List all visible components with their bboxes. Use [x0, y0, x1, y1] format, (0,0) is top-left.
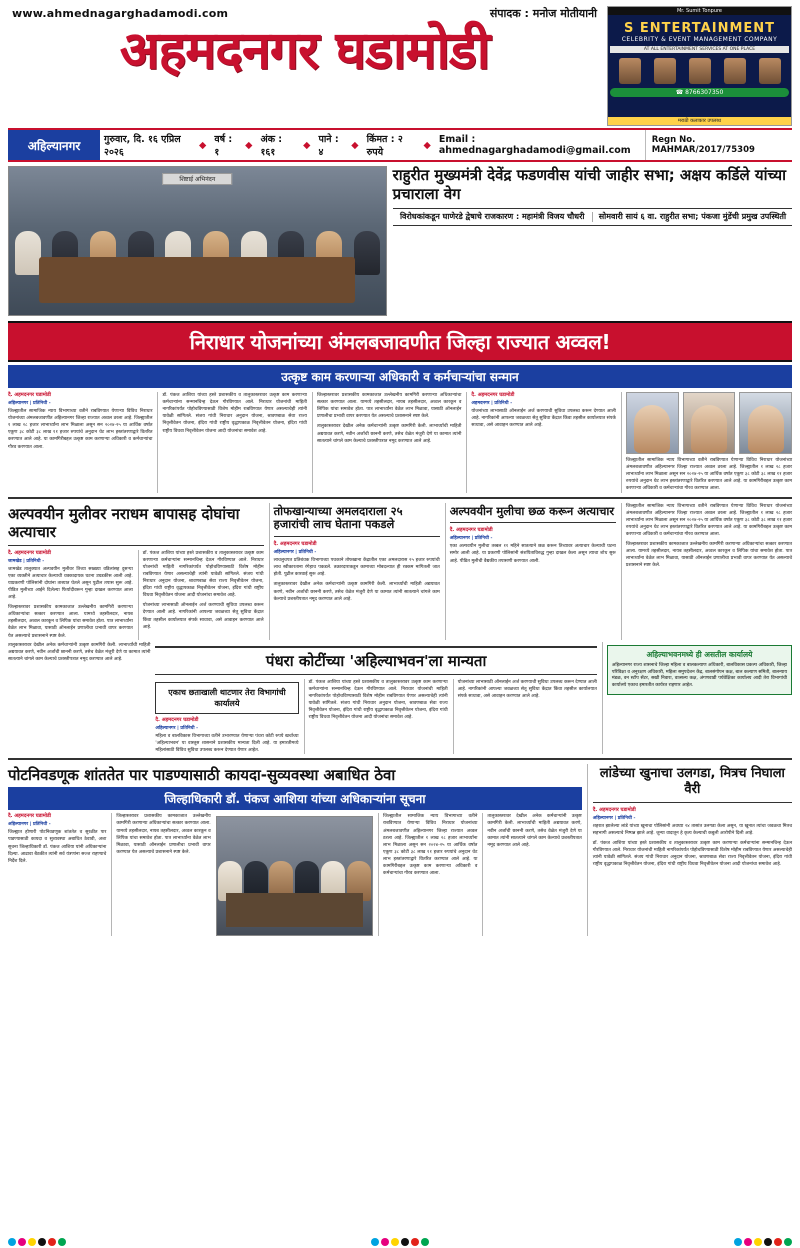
edition-issue: अंक : १६१	[260, 134, 283, 158]
registration-marks-right	[734, 1238, 792, 1246]
edition-email[interactable]: Email : ahmednagarghadamodi@gmail.com	[438, 134, 631, 156]
story-block-2	[269, 503, 440, 640]
person-figure	[15, 231, 41, 275]
story-text: जिल्हास्तरावर प्रशासकीय कामकाजात उल्लेखनीय कामगिरी करणाऱ्या अधिकाऱ्यांचा सत्कार करण्यात आला. यामध्ये तहसीलदार, नायब तहसीलदार, अव्वल कारकून व लिपिक यांचा समावेश होता. पात्र लाभार्थ्यांना वेळेत लाभ मिळावा, यासाठी ऑनलाईन प्रणालीचा प्रभावी वापर करण्यात येत असल्याचे प्रशासनाने स्पष्ट केले.	[116, 814, 211, 855]
ad-phone[interactable]: ☎ 8766307350	[610, 88, 789, 97]
byline-paper: दै. अहमदनगर घडामोडी	[155, 717, 199, 724]
color-dot-magenta	[381, 1238, 389, 1246]
edition-pages: पाने : ४	[318, 134, 339, 158]
bottom-band	[8, 764, 792, 936]
byline-paper: दै. अहमदनगर घडामोडी	[449, 527, 493, 534]
color-dot-yellow	[754, 1238, 762, 1246]
lead-photo-caption: शिष्टाई अभिनंदन	[162, 173, 232, 185]
ad-bottom-text: मराठी कलाकार उपलब्ध	[608, 117, 791, 125]
color-dot-red	[48, 1238, 56, 1246]
color-dot-green	[58, 1238, 66, 1246]
color-dot-black	[764, 1238, 772, 1246]
story-text: डॉ. पंकज आशिया यांच्या हस्ते प्रशासकीय व तालुकास्तरावर उत्कृष्ट काम करणाऱ्या कर्मचाऱ्यांना सन्मानचिन्ह देऊन गौरविण्यात आले. निराधार योजनांची माहिती नागरिकांपर्यंत पोहोचविण्यासाठी विशेष मोहीम राबविण्यात येणार असल्याचेही त्यांनी यावेळी सांगितले. संजय गांधी निराधार अनुदान योजना, श्रावणबाळ सेवा राज्य निवृत्तीवेतन योजना, इंदिरा गांधी राष्ट्रीय वृद्धापकाळ निवृत्तीवेतन योजना, इंदिरा गांधी राष्ट्रीय विधवा निवृत्तीवेतन योजना आदी योजनांचा समावेश आहे.	[308, 679, 448, 721]
story-text: जिल्हास्तरावर प्रशासकीय कामकाजात उल्लेखनीय कामगिरी करणाऱ्या अधिकाऱ्यांचा सत्कार करण्यात आला. यामध्ये तहसीलदार, नायब तहसीलदार, अव्वल कारकून व लिपिक यांचा समावेश होता. पात्र लाभार्थ्यांना वेळेत लाभ मिळावा, यासाठी ऑनलाईन प्रणालीचा प्रभावी वापर करण्यात येत असल्याचे प्रशासनाने स्पष्ट केले.	[316, 393, 462, 420]
lead-story-block	[393, 166, 792, 316]
ad-face	[724, 58, 746, 84]
column-4	[466, 392, 615, 493]
person-figure	[354, 231, 380, 275]
divider	[155, 674, 596, 675]
main-columns	[8, 392, 792, 493]
ad-logo-subtext: CELEBRITY & EVENT MANAGEMENT COMPANY	[621, 36, 778, 43]
ad-face	[759, 58, 781, 84]
color-dot-magenta	[744, 1238, 752, 1246]
main-banner-subhead: उत्कृष्ट काम करणाऱ्या अधिकारी व कर्मचाऱ्यांचा सन्मान	[8, 365, 792, 388]
pull-quote-box: एकाच छताखाली थाटणार तेरा विभागांची कार्यालये	[155, 682, 298, 714]
story-text: डॉ. पंकज आशिया यांच्या हस्ते प्रशासकीय व तालुकास्तरावर उत्कृष्ट काम करणाऱ्या कर्मचाऱ्यांना सन्मानचिन्ह देऊन गौरविण्यात आले. निराधार योजनांची माहिती नागरिकांपर्यंत पोहोचविण्यासाठी विशेष मोहीम राबविण्यात येणार असल्याचेही त्यांनी यावेळी सांगितले. संजय गांधी निराधार अनुदान योजना, श्रावणबाळ सेवा राज्य निवृत्तीवेतन योजना, इंदिरा गांधी राष्ट्रीय वृद्धापकाळ निवृत्तीवेतन योजना, इंदिरा गांधी राष्ट्रीय विधवा निवृत्तीवेतन योजना आदी योजनांचा समावेश आहे.	[142, 550, 264, 599]
divider	[155, 646, 596, 648]
story-text: योजनांच्या लाभासाठी ऑनलाईन अर्ज करण्याची सुविधा उपलब्ध करून देण्यात आली आहे. नागरिकांनी आपल्या जवळच्या सेतू सुविधा केंद्रात किंवा तहसील कार्यालयात संपर्क साधावा, असे आवाहन करण्यात आले आहे.	[471, 409, 616, 429]
column-2	[157, 392, 306, 493]
byline-location: अहिल्यानगर | प्रतिनिधी -	[449, 536, 493, 542]
byline-location: अहमदनगर | प्रतिनिधी -	[471, 401, 513, 406]
ad-faces	[608, 56, 791, 86]
byline-location: जामखेड | प्रतिनिधी -	[8, 558, 45, 564]
story-text: डॉ. पंकज आशिया यांच्या हस्ते प्रशासकीय व तालुकास्तरावर उत्कृष्ट काम करणाऱ्या कर्मचाऱ्यांना सन्मानचिन्ह देऊन गौरविण्यात आले. निराधार योजनांची माहिती नागरिकांपर्यंत पोहोचविण्यासाठी विशेष मोहीम राबविण्यात येणार असल्याचेही त्यांनी यावेळी सांगितले. संजय गांधी निराधार अनुदान योजना, श्रावणबाळ सेवा राज्य निवृत्तीवेतन योजना, इंदिरा गांधी राष्ट्रीय वृद्धापकाळ निवृत्तीवेतन योजना, इंदिरा गांधी राष्ट्रीय विधवा निवृत्तीवेतन योजना आदी योजनांचा समावेश आहे.	[592, 840, 792, 868]
masthead	[8, 6, 792, 126]
story-text: लाचलुचपत प्रतिबंधक विभागाच्या पथकाने तोफखाना केंद्रातील एका अमलदारास २५ हजार रुपयांची लाच स्वीकारताना रंगेहाथ पकडले. तक्रारदाराकडून कामाच्या मोबदल्यात ही रक्कम मागितली जात होती. पुढील कारवाई सुरू आहे.	[273, 558, 440, 578]
bottom-blue-strip: जिल्हाधिकारी डॉ. पंकज आशिया यांच्या अधिकाऱ्यांना सूचना	[8, 787, 582, 810]
divider	[8, 758, 792, 760]
byline-location: अहिल्यानगर | प्रतिनिधी -	[8, 401, 51, 406]
story-text: तालुकास्तरावर देखील अनेक कर्मचाऱ्यांनी उत्कृष्ट कामगिरी केली. लाभार्थ्यांची माहिती अद्ययावत करणे, नवीन अर्जांची छाननी करणे, तसेच वेळेत मंजुरी देणे या कामात त्यांनी सातत्याने चांगले काम केल्याचे प्रशस्तीपत्रात नमूद करण्यात आले आहे.	[273, 582, 440, 602]
story-text: एका अल्पवयीन मुलीचा तब्बल ११ महिने सातत्याने छळ करून तिच्यावर अत्याचार केल्याची घटना समोर आली आहे. या प्रकरणी पोलिसांनी संशयिताविरुद्ध गुन्हा दाखल केला असून त्याचा शोध सुरू आहे. पीडित मुलीची वैद्यकीय तपासणी करण्यात आली.	[449, 544, 616, 564]
ad-face	[689, 58, 711, 84]
separator-dot: ◆	[245, 139, 253, 151]
story-text: तालुकास्तरावर देखील अनेक कर्मचाऱ्यांनी उत्कृष्ट कामगिरी केली. लाभार्थ्यांची माहिती अद्ययावत करणे, नवीन अर्जांची छाननी करणे, तसेच वेळेत मंजुरी देणे या कामात त्यांनी सातत्याने चांगले काम केल्याचे प्रशस्तीपत्रात नमूद करण्यात आले आहे.	[316, 424, 462, 444]
story-text: जिल्हास्तरावर प्रशासकीय कामकाजात उल्लेखनीय कामगिरी करणाऱ्या अधिकाऱ्यांचा सत्कार करण्यात आला. यामध्ये तहसीलदार, नायब तहसीलदार, अव्वल कारकून व लिपिक यांचा समावेश होता. पात्र लाभार्थ्यांना वेळेत लाभ मिळावा, यासाठी ऑनलाईन प्रणालीचा प्रभावी वापर करण्यात येत असल्याचे प्रशासनाने स्पष्ट केले.	[625, 542, 793, 569]
filler-left	[8, 642, 150, 755]
story-headline: पंधरा कोटींच्या 'अहिल्याभवन'ला मान्यता	[265, 651, 487, 670]
color-dot-black	[38, 1238, 46, 1246]
story-text: जिल्ह्यातील सामाजिक न्याय विभागाच्या वतीने राबविण्यात येणाऱ्या विविध निराधार योजनांच्या अंमलबजावणीत अहिल्यानगर जिल्हा राज्यात अव्वल ठरला आहे. जिल्ह्यातील १ लाख २८ हजार लाभार्थ्यांना लाभ मिळाला असून सन २०२४-२५ या आर्थिक वर्षात एकूण ३८ कोटी ३८ लाख ११ हजार रुपयांचे अनुदान थेट लाभ हस्तांतरणाद्वारे वितरित करण्यात आले आहे. या कामगिरीबद्दल उत्कृष्ट काम करणाऱ्या अधिकारी व कर्मचाऱ्यांचा गौरव करण्यात आला.	[383, 814, 478, 877]
ad-logo	[608, 15, 791, 43]
color-dot-yellow	[391, 1238, 399, 1246]
color-dot-yellow	[28, 1238, 36, 1246]
registration-marks-left	[8, 1238, 66, 1246]
editor-name: संपादक : मनोज मोतीयानी	[489, 7, 597, 20]
bottom-photo	[216, 816, 373, 936]
ad-strip: AT ALL ENTERTAINMENT SERVICES AT ONE PLACE	[610, 46, 789, 53]
story-text: महिला व बालविकास विभागाच्या वतीने उभारण्यात येणाऱ्या पंधरा कोटी रुपये खर्चाच्या 'अहिल्याभवन' या वास्तूस शासनाने प्रशासकीय मान्यता दिली आहे. या इमारतीमध्ये महिलांसाठी विविध सुविधा उपलब्ध करून देण्यात येणार आहेत.	[155, 734, 299, 754]
color-dot-black	[401, 1238, 409, 1246]
color-dot-red	[411, 1238, 419, 1246]
registration-marks-center	[371, 1238, 429, 1246]
story-text: जिल्ह्यातील सामाजिक न्याय विभागाच्या वतीने राबविण्यात येणाऱ्या विविध निराधार योजनांच्या अंमलबजावणीत अहिल्यानगर जिल्हा राज्यात अव्वल ठरला आहे. जिल्ह्यातील १ लाख २८ हजार लाभार्थ्यांना लाभ मिळाला असून सन २०२४-२५ या आर्थिक वर्षात एकूण ३८ कोटी ३८ लाख ११ हजार रुपयांचे अनुदान थेट लाभ हस्तांतरणाद्वारे वितरित करण्यात आले आहे. या कामगिरीबद्दल उत्कृष्ट काम करणाऱ्या अधिकारी व कर्मचाऱ्यांचा गौरव करण्यात आला.	[625, 458, 793, 492]
story-text: डॉ. पंकज आशिया यांच्या हस्ते प्रशासकीय व तालुकास्तरावर उत्कृष्ट काम करणाऱ्या कर्मचाऱ्यांना सन्मानचिन्ह देऊन गौरविण्यात आले. निराधार योजनांची माहिती नागरिकांपर्यंत पोहोचविण्यासाठी विशेष मोहीम राबविण्यात येणार असल्याचेही त्यांनी यावेळी सांगितले. संजय गांधी निराधार अनुदान योजना, श्रावणबाळ सेवा राज्य निवृत्तीवेतन योजना, इंदिरा गांधी राष्ट्रीय वृद्धापकाळ निवृत्तीवेतन योजना, इंदिरा गांधी राष्ट्रीय विधवा निवृत्तीवेतन योजना आदी योजनांचा समावेश आहे.	[162, 393, 307, 434]
byline-paper: दै. अहमदनगर घडामोडी	[471, 392, 515, 398]
masthead-left	[8, 6, 601, 81]
ahilyabhavan-band	[8, 642, 792, 755]
color-dot-cyan	[371, 1238, 379, 1246]
lead-subheads	[393, 208, 792, 226]
newspaper-title: अहमदनगर घडामोडी	[119, 21, 490, 81]
divider	[8, 545, 264, 546]
byline-paper: दै. अहमदनगर घडामोडी	[592, 806, 636, 813]
story-block-4	[621, 503, 792, 640]
column-3	[312, 392, 461, 493]
lead-subhead-1: विरोधकांकडून घाणेरडे द्वेषाचे राजकारण : महामंत्री विजय चौधरी	[399, 211, 585, 221]
story-headline: पोटनिवडणूक शांततेत पार पाडण्यासाठी कायदा-सुव्यवस्था अबाधित ठेवा	[8, 766, 396, 785]
edition-price: किंमत : २ रुपये	[366, 134, 403, 158]
ad-face	[619, 58, 641, 84]
face-shape	[691, 405, 727, 453]
advertisement-box[interactable]	[607, 6, 792, 126]
divider	[450, 522, 616, 523]
story-text: जिल्ह्यातील सामाजिक न्याय विभागाच्या वतीने राबविण्यात येणाऱ्या विविध निराधार योजनांच्या अंमलबजावणीत अहिल्यानगर जिल्हा राज्यात अव्वल ठरला आहे. जिल्ह्यातील १ लाख २८ हजार लाभार्थ्यांना लाभ मिळाला असून सन २०२४-२५ या आर्थिक वर्षात एकूण ३८ कोटी ३८ लाख ११ हजार रुपयांचे अनुदान थेट लाभ हस्तांतरणाद्वारे वितरित करण्यात आले आहे. या कामगिरीबद्दल उत्कृष्ट काम करणाऱ्या अधिकारी व कर्मचाऱ्यांचा गौरव करण्यात आला.	[625, 503, 793, 537]
story-headline: अल्पवयीन मुलीचा छळ करून अत्याचार	[449, 503, 615, 518]
portrait-photo	[683, 392, 736, 454]
color-dot-magenta	[18, 1238, 26, 1246]
lead-photo	[8, 166, 387, 316]
lead-subhead-2: सोमवारी सायं ६ वा. राहुरीत सभा; पंकजा मुंडेंची प्रमुख उपस्थिती	[592, 212, 792, 222]
byline-paper: दै. अहमदनगर घडामोडी	[273, 541, 317, 548]
top-section	[8, 166, 792, 316]
face-shape	[748, 405, 784, 453]
ad-top-name: Mr. Sumit Tonpure	[608, 7, 791, 15]
story-text: योजनांच्या लाभासाठी ऑनलाईन अर्ज करण्याची सुविधा उपलब्ध करून देण्यात आली आहे. नागरिकांनी आपल्या जवळच्या सेतू सुविधा केंद्रात किंवा तहसील कार्यालयात संपर्क साधावा, असे आवाहन करण्यात आले आहे.	[457, 679, 597, 699]
color-dot-cyan	[734, 1238, 742, 1246]
story-block-1	[8, 503, 264, 640]
byline-paper: दै. अहमदनगर घडामोडी	[8, 813, 51, 820]
color-dot-green	[421, 1238, 429, 1246]
color-dot-cyan	[8, 1238, 16, 1246]
greenbox-column	[602, 642, 792, 755]
color-dot-red	[774, 1238, 782, 1246]
byline-paper: दै. अहमदनगर घडामोडी	[8, 549, 51, 556]
info-green-box	[607, 645, 792, 696]
story-text: जामखेड तालुक्यात अल्पवयीन मुलीवर तिच्या सख्ख्या वडिलांसह दुसऱ्या एका व्यक्तीने अत्याचार केल्याची धक्कादायक घटना उघडकीस आली आहे. याप्रकरणी पोलिसांनी दोघांना ताब्यात घेतले असून पुढील तपास सुरू आहे. पीडित मुलीच्या आईने दिलेल्या फिर्यादीवरून गुन्हा दाखल करण्यात आला आहे.	[8, 566, 133, 600]
info-bar	[8, 128, 792, 162]
divider	[8, 497, 792, 499]
separator-dot: ◆	[199, 139, 207, 151]
story-text: तालुकास्तरावर देखील अनेक कर्मचाऱ्यांनी उत्कृष्ट कामगिरी केली. लाभार्थ्यांची माहिती अद्ययावत करणे, नवीन अर्जांची छाननी करणे, तसेच वेळेत मंजुरी देणे या कामात त्यांनी सातत्याने चांगले काम केल्याचे प्रशस्तीपत्रात नमूद करण्यात आले आहे.	[8, 642, 151, 662]
story-text: जिल्ह्यातील सामाजिक न्याय विभागाच्या वतीने राबविण्यात येणाऱ्या विविध निराधार योजनांच्या अंमलबजावणीत अहिल्यानगर जिल्हा राज्यात अव्वल ठरला आहे. जिल्ह्यातील १ लाख २८ हजार लाभार्थ्यांना लाभ मिळाला असून सन २०२४-२५ या आर्थिक वर्षात एकूण ३८ कोटी ३८ लाख ११ हजार रुपयांचे अनुदान थेट लाभ हस्तांतरणाद्वारे वितरित करण्यात आले आहे. या कामगिरीबद्दल उत्कृष्ट काम करणाऱ्या अधिकारी व कर्मचाऱ्यांचा गौरव करण्यात आला.	[8, 409, 153, 450]
story-headline: अल्पवयीन मुलीवर नराधम बापासह दोघांचा अत्याचार	[8, 504, 240, 541]
byline-paper: दै. अहमदनगर घडामोडी	[8, 392, 51, 398]
edition-date: गुरुवार, दि. १६ एप्रिल २०२६	[104, 134, 181, 158]
ad-face	[654, 58, 676, 84]
website-url[interactable]: www.ahmednagarghadamodi.com	[12, 7, 229, 20]
second-band	[8, 503, 792, 640]
byline-location: अहिल्यानगर | प्रतिनिधी -	[592, 815, 636, 821]
portrait-photo	[626, 392, 679, 454]
ahilyabhavan-main	[155, 642, 596, 755]
portrait-photo	[739, 392, 792, 454]
story-text: तालुकास्तरावर देखील अनेक कर्मचाऱ्यांनी उत्कृष्ट कामगिरी केली. लाभार्थ्यांची माहिती अद्ययावत करणे, नवीन अर्जांची छाननी करणे, तसेच वेळेत मंजुरी देणे या कामात त्यांनी सातत्याने चांगले काम केल्याचे प्रशस्तीपत्रात नमूद करण्यात आले आहे.	[487, 814, 582, 848]
face-shape	[634, 405, 670, 453]
conference-table	[39, 257, 355, 303]
bottom-right-story	[587, 764, 792, 936]
color-dot-green	[784, 1238, 792, 1246]
edition-year: वर्ष : १	[214, 134, 233, 158]
lead-headline: राहुरीत मुख्यमंत्री देवेंद्र फडणवीस यांची जाहीर सभा; अक्षय कर्डिले यांच्या प्रचाराला वेग	[392, 166, 786, 203]
story-text: शहरात झालेल्या लांडे यांच्या खुनाचा पोलिसांनी अवघ्या २४ तासांत उलगडा केला असून, या खुनात त्यांचा जवळचा मित्रच सहभागी असल्याचे निष्पन्न झाले आहे. जुन्या वादातून हे कृत्य केल्याची कबुली आरोपीने दिली आहे.	[592, 823, 792, 836]
registration-number: Regn No. MAHMAR/2017/75309	[645, 130, 792, 160]
green-box-text: अहिल्यानगर राज्य शासनाचे जिल्हा महिला व बालकल्याण अधिकारी, बालविकास प्रकल्प अधिकारी, जिल्हा परिविक्षा व अनुरक्षण अधिकारी, महिला समुपदेशन केंद्र, बालसंगोपन कक्ष, बाल कल्याण समिती, बालन्याय मंडळ, वन स्टॉप सेंटर, सखी निवारा, वात्सल्य कक्ष, अंगणवाडी पर्यवेक्षिका कार्यालय आदी तेरा विभागांची कार्यालये एकाच इमारतीत कार्यरत राहणार आहेत.	[611, 662, 787, 689]
byline-location: अहिल्यानगर | प्रतिनिधी -	[8, 822, 51, 828]
column-5	[621, 392, 792, 493]
separator-dot: ◆	[423, 139, 431, 151]
edition-details	[100, 130, 645, 160]
edition-city: अहिल्यानगर	[8, 130, 100, 160]
green-box-title: अहिल्याभवनमध्ये ही असतील कार्यालये	[646, 649, 753, 659]
column-1	[8, 392, 152, 493]
divider	[274, 536, 440, 537]
byline-location: अहिल्यानगर | प्रतिनिधी -	[155, 726, 199, 732]
separator-dot: ◆	[351, 139, 359, 151]
story-text: योजनांच्या लाभासाठी ऑनलाईन अर्ज करण्याची सुविधा उपलब्ध करून देण्यात आली आहे. नागरिकांनी आपल्या जवळच्या सेतू सुविधा केंद्रात किंवा तहसील कार्यालयात संपर्क साधावा, असे आवाहन करण्यात आले आहे.	[142, 603, 264, 630]
main-banner-headline: निराधार योजनांच्या अंमलबजावणीत जिल्हा राज्यात अव्वल!	[8, 321, 792, 362]
ad-logo-text: S ENTERTAINMENT	[623, 21, 776, 36]
story-text: जिल्हास्तरावर प्रशासकीय कामकाजात उल्लेखनीय कामगिरी करणाऱ्या अधिकाऱ्यांचा सत्कार करण्यात आला. यामध्ये तहसीलदार, नायब तहसीलदार, अव्वल कारकून व लिपिक यांचा समावेश होता. पात्र लाभार्थ्यांना वेळेत लाभ मिळावा, यासाठी ऑनलाईन प्रणालीचा प्रभावी वापर करण्यात येत असल्याचे प्रशासनाने स्पष्ट केले.	[8, 605, 133, 639]
meeting-table	[226, 893, 363, 927]
story-text: जिल्ह्यात होणारी पोटनिवडणूक शांततेत व सुरळीत पार पाडण्यासाठी कायदा व सुव्यवस्था अबाधित ठेवावी, अशा सूचना जिल्हाधिकारी डॉ. पंकज आशिया यांनी अधिकाऱ्यांना दिल्या. आढावा बैठकीत त्यांनी सर्व यंत्रणांना सज्ज राहण्याचे निर्देश दिले.	[8, 830, 107, 864]
separator-dot: ◆	[303, 139, 311, 151]
byline-location: अहिल्यानगर | प्रतिनिधी -	[273, 550, 317, 556]
bottom-main-story	[8, 764, 582, 936]
story-block-3	[445, 503, 616, 640]
divider	[593, 802, 792, 803]
story-headline: तोफखान्याच्या अमलदाराला २५ हजारांची लाच घेताना पकडले	[273, 503, 403, 532]
portrait-row	[626, 392, 792, 454]
story-headline: लांडेच्या खुनाचा उलगडा, मित्रच निघाला वैरी	[599, 766, 785, 797]
